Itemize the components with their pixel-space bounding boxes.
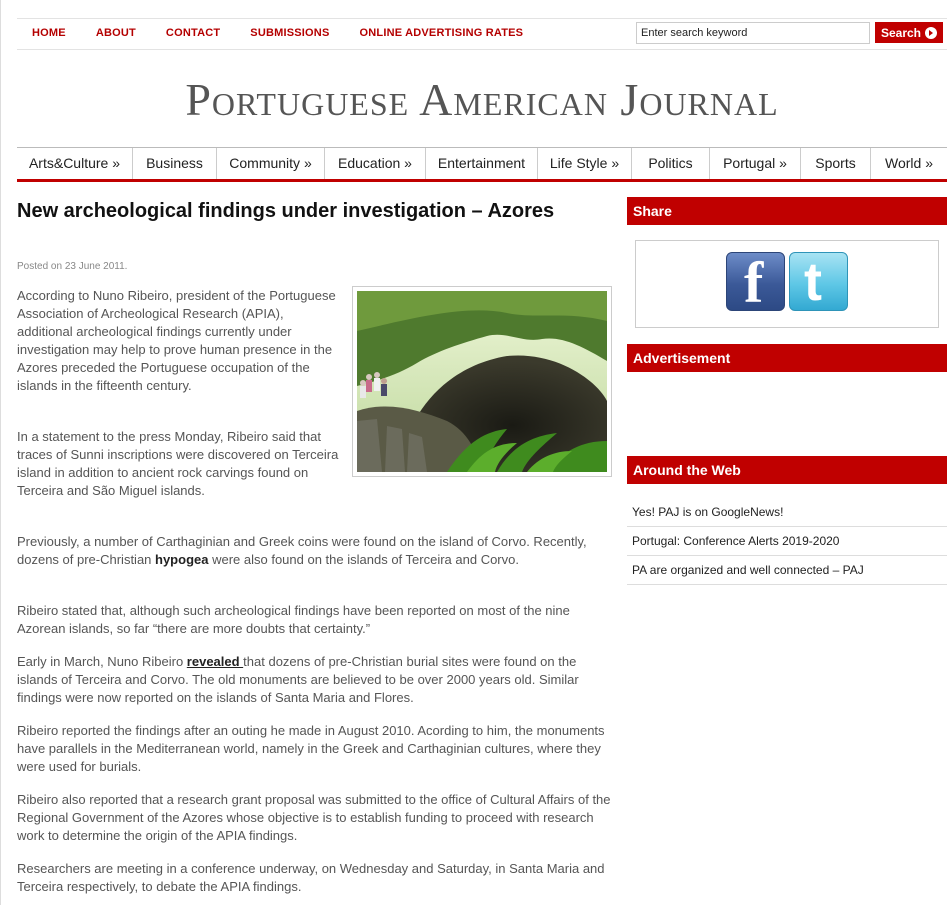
article-paragraph-2: In a statement to the press Monday, Ribeiro said that traces of Sunni inscriptions were discovered on Terceira island in addition to ancient rock carvings found on Terceira and São Miguel islands.: [17, 429, 339, 498]
around-web-list: [627, 498, 947, 585]
article-paragraph-5: [17, 653, 617, 707]
category-life-style[interactable]: Life Style »: [538, 148, 632, 179]
paragraph-3-text-b: were also found on the islands of Terceira and Corvo.: [208, 552, 519, 567]
category-education[interactable]: Education »: [325, 148, 426, 179]
article-paragraph-1: According to Nuno Ribeiro, president of the Portuguese Association of Archeological Research (APIA), additional archeological findings currently under investigation may help to prove human presence in the Azores preceded the Portuguese occupation of the islands in the fifteenth century.: [17, 288, 336, 393]
search-button[interactable]: [875, 22, 943, 43]
nav-advertising-rates[interactable]: ONLINE ADVERTISING RATES: [359, 27, 524, 39]
article-title: New archeological findings under investigation – Azores: [17, 200, 555, 222]
article-paragraph-6: Ribeiro reported the findings after an outing he made in August 2010. Acording to him, the monuments have parallels in the Mediterranean world, namely in the Greek and Carthaginian cultures, where they were used for burials.: [17, 723, 605, 774]
category-arts-culture[interactable]: Arts&Culture »: [17, 148, 133, 179]
advertisement-heading: Advertisement: [627, 344, 947, 372]
category-politics[interactable]: Politics: [632, 148, 710, 179]
nav-submissions[interactable]: SUBMISSIONS: [250, 27, 330, 39]
article-paragraph-4: Ribeiro stated that, although such archeological findings have been reported on most of the nine Azorean islands, so far “there are more doubts that certainty.”: [17, 603, 570, 636]
search-button-label: Search: [880, 25, 922, 40]
category-sports[interactable]: Sports: [801, 148, 871, 179]
site-logo[interactable]: Portuguese American Journal: [185, 74, 779, 125]
around-web-link-1[interactable]: Yes! PAJ is on GoogleNews!: [627, 498, 947, 527]
around-web-link-2[interactable]: Portugal: Conference Alerts 2019-2020: [627, 527, 947, 556]
paragraph-5-text-b: that dozens of pre-Christian burial sites were found on the islands of Terceira and Corvo. The old monuments are believed to be over 2000 years old. Similar findings were now reported on the islands of Santa Maria and Flores.: [17, 654, 579, 705]
article-paragraph-8: Researchers are meeting in a conference underway, on Wednesday and Saturday, in Santa Maria and Terceira respectively, to debate the APIA findings.: [17, 861, 605, 894]
around-web-link-3[interactable]: PA are organized and well connected – PAJ: [627, 556, 947, 585]
category-community[interactable]: Community »: [217, 148, 325, 179]
category-portugal[interactable]: Portugal »: [710, 148, 801, 179]
nav-contact[interactable]: CONTACT: [165, 27, 221, 39]
paragraph-3-bold-hypogea: hypogea: [155, 552, 209, 567]
article-photo: [352, 286, 612, 477]
search-input[interactable]: [636, 22, 870, 44]
search-arrow-icon: [925, 27, 937, 39]
revealed-link[interactable]: revealed: [186, 654, 244, 669]
category-world[interactable]: World »: [885, 155, 933, 171]
article-meta: Posted on 23 June 2011.: [17, 261, 128, 272]
paragraph-3-text-a: Previously, a number of Carthaginian and Greek coins were found on the island of Corvo. Recently, dozens of pre-Christian: [17, 534, 587, 567]
paragraph-5-text-a: Early in March, Nuno Ribeiro: [17, 654, 187, 669]
facebook-icon[interactable]: f: [726, 252, 785, 311]
article-paragraph-7: Ribeiro also reported that a research grant proposal was submitted to the office of Cultural Affairs of the Regional Government of the Azores whose objective is to establish funding to proceed with research work to determine the origin of the APIA findings.: [17, 792, 611, 843]
twitter-icon[interactable]: t: [789, 252, 848, 311]
top-nav: [17, 18, 947, 50]
category-nav: [17, 147, 947, 182]
share-box: [635, 240, 939, 328]
cave-photo-image: [357, 291, 607, 472]
category-business[interactable]: Business: [133, 148, 217, 179]
top-nav-list: [17, 19, 538, 47]
category-entertainment[interactable]: Entertainment: [426, 148, 538, 179]
around-web-heading: Around the Web: [627, 456, 947, 484]
share-heading: Share: [627, 197, 947, 225]
nav-about[interactable]: ABOUT: [95, 27, 136, 39]
nav-home[interactable]: HOME: [32, 27, 66, 39]
article-paragraph-3: [17, 533, 613, 569]
